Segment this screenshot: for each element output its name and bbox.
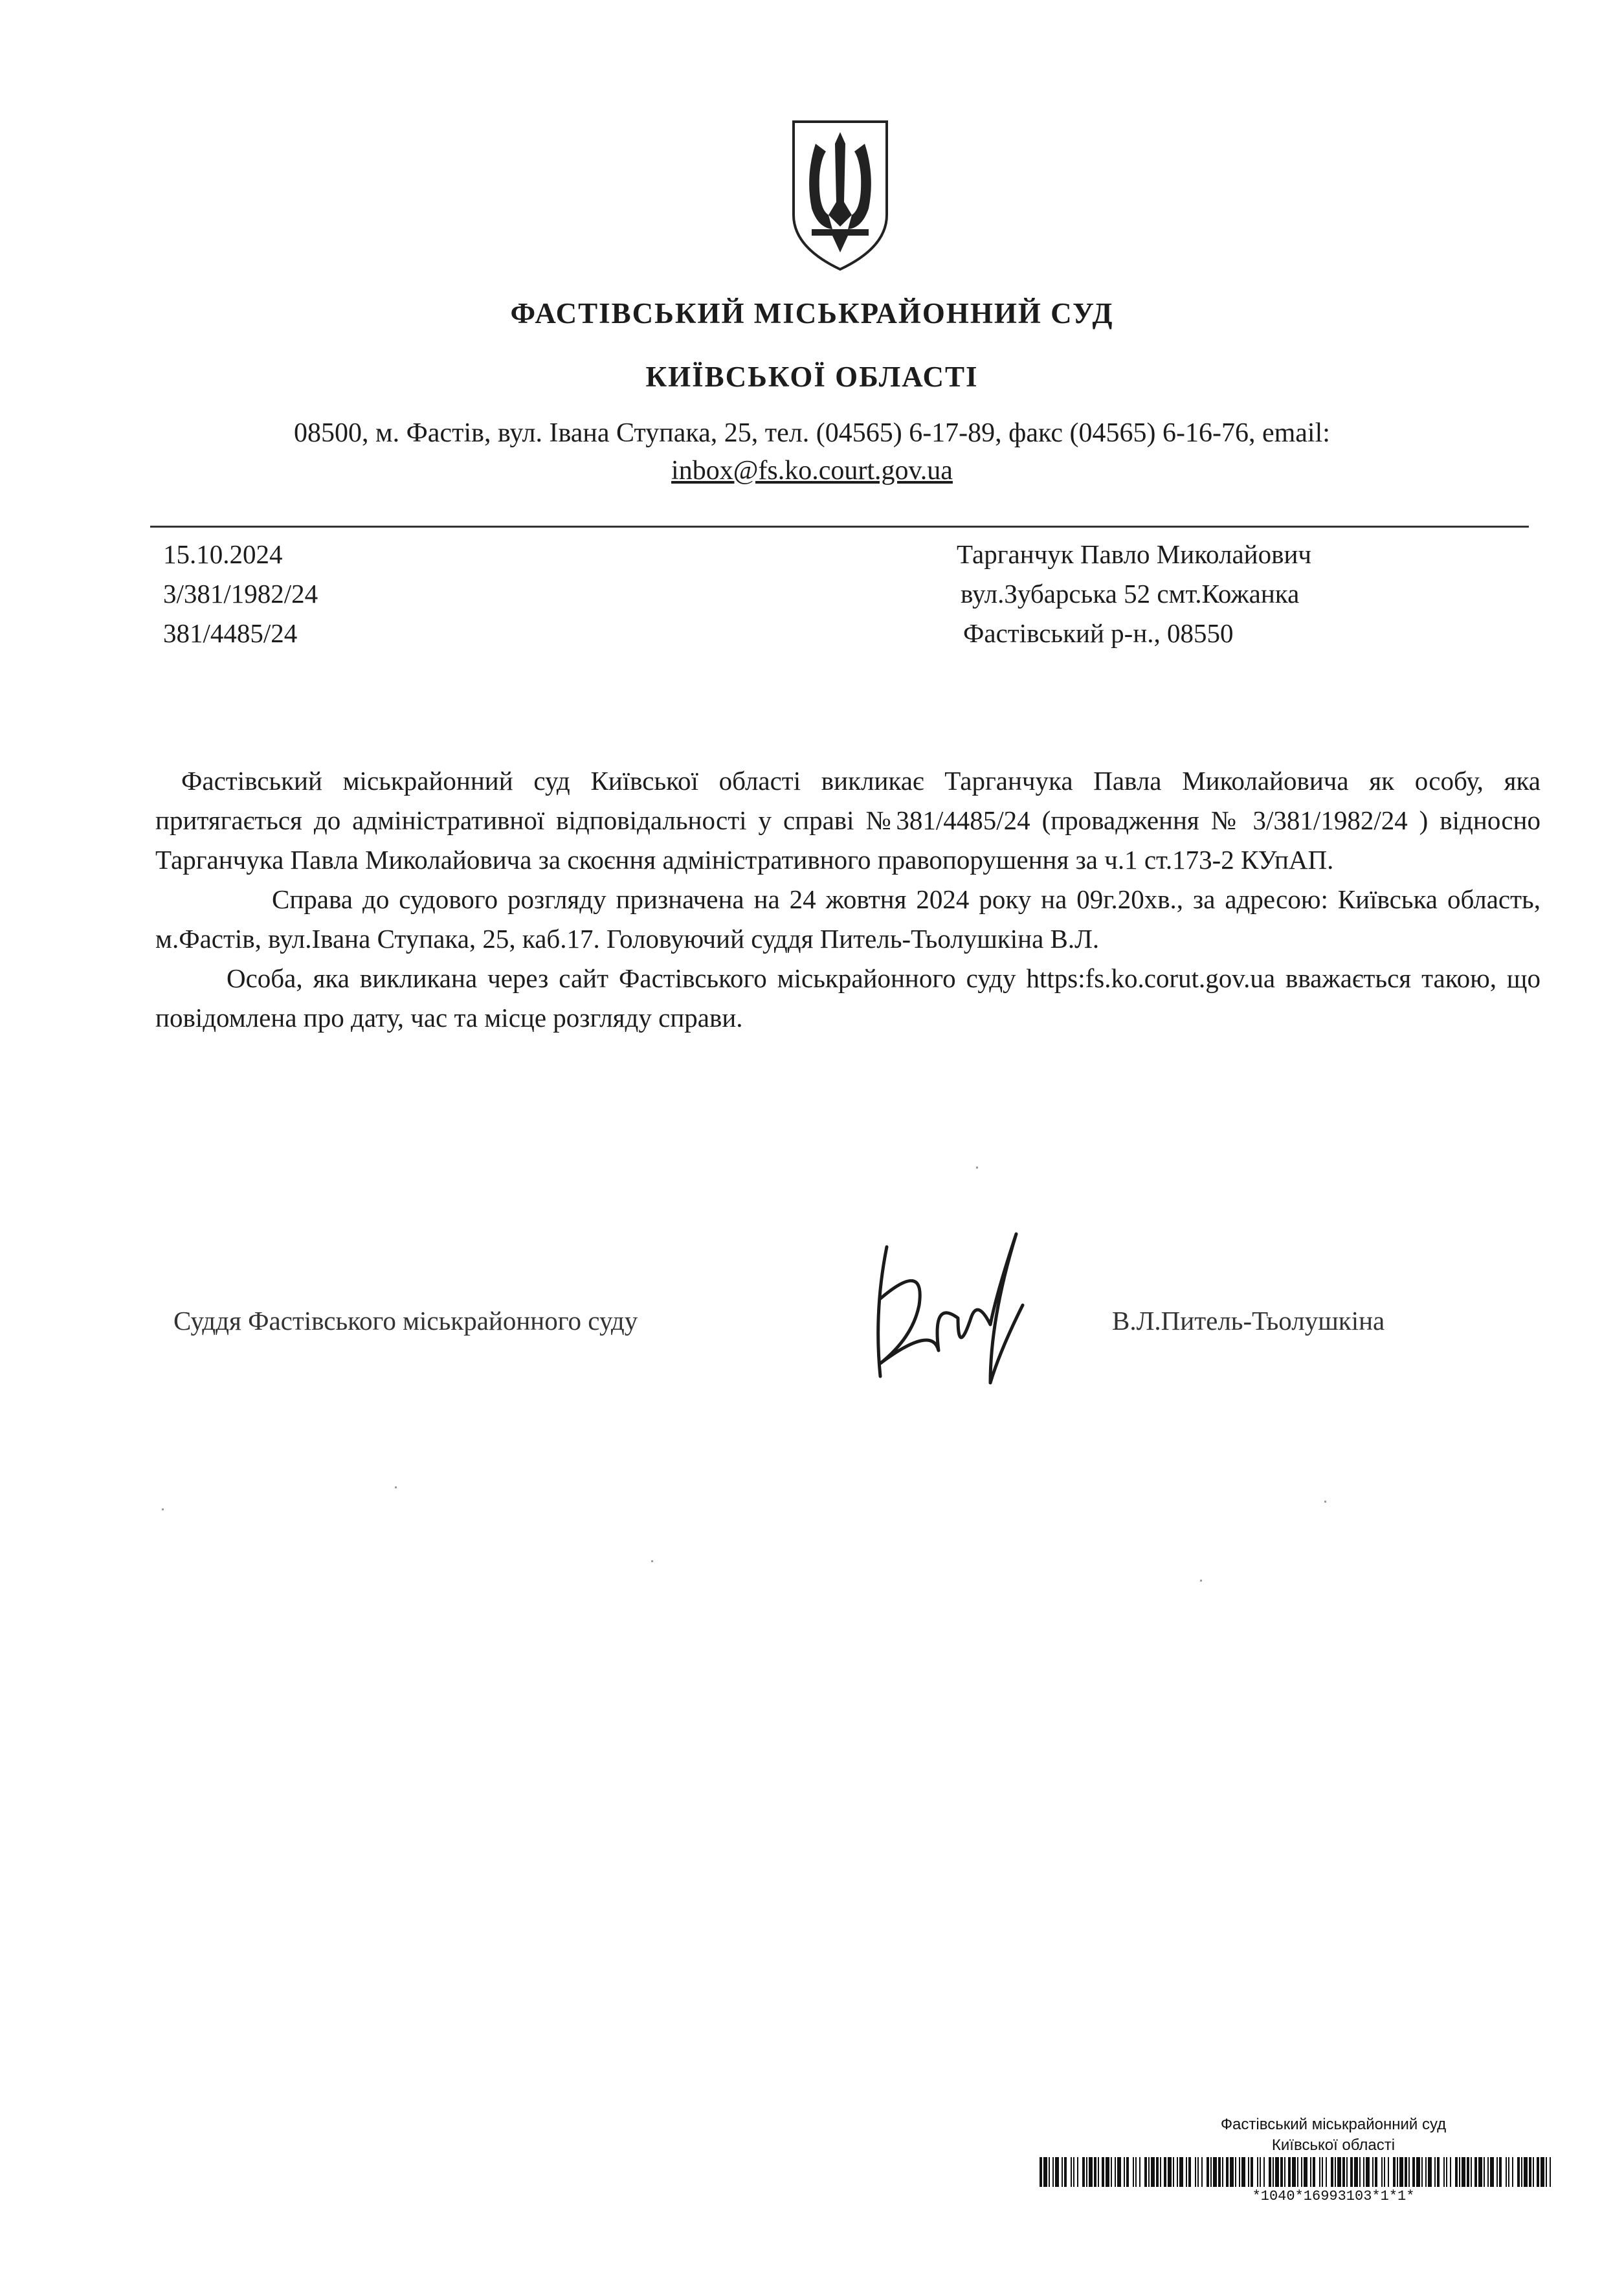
barcode-bar <box>1471 2157 1472 2187</box>
barcode-bar <box>1226 2157 1229 2187</box>
barcode-bar <box>1304 2157 1307 2187</box>
barcode-bar <box>1297 2157 1298 2187</box>
barcode-bar <box>1201 2157 1203 2187</box>
court-region: КИЇВСЬКОЇ ОБЛАСТІ <box>645 361 979 393</box>
barcode-bar <box>1275 2157 1279 2187</box>
barcode-bar <box>1550 2157 1551 2187</box>
document-date: 15.10.2024 <box>163 539 283 569</box>
barcode-bar <box>1381 2157 1383 2187</box>
barcode-bar <box>1284 2157 1285 2187</box>
barcode-bar <box>1186 2157 1187 2187</box>
scan-speck <box>162 1508 164 1510</box>
barcode-bar <box>1412 2157 1415 2187</box>
barcode-bar <box>1188 2157 1191 2187</box>
barcode-bar <box>1173 2157 1174 2187</box>
barcode-bar <box>1459 2157 1460 2187</box>
barcode-bar <box>1269 2157 1271 2187</box>
barcode-bar <box>1416 2157 1420 2187</box>
barcode-bar <box>1524 2157 1528 2187</box>
barcode-bar <box>1094 2157 1096 2187</box>
barcode-bar <box>1474 2157 1477 2187</box>
scan-speck <box>976 1167 978 1169</box>
barcode-bar <box>1455 2157 1458 2187</box>
barcode-bar <box>1397 2157 1398 2187</box>
barcode-bar <box>1350 2157 1353 2187</box>
barcode-bar <box>1062 2157 1063 2187</box>
barcode-bar <box>1135 2157 1137 2187</box>
court-contacts: 08500, м. Фастів, вул. Івана Ступака, 25, тел. (04565) 6-17-89, факс (04565) 6-16-76, email: <box>294 418 1330 448</box>
barcode-bar <box>1375 2157 1377 2187</box>
barcode-bar <box>1346 2157 1348 2187</box>
barcode-bar <box>1363 2157 1364 2187</box>
barcode-bar <box>1230 2157 1234 2187</box>
barcode-bar <box>1326 2157 1327 2187</box>
case-number: 381/4485/24 <box>163 618 298 648</box>
stamp-court-name: Фастівський міськрайонний суд <box>1220 2116 1447 2133</box>
summons-paragraph: Фастівський міськрайонний суд Київської області викликає Тарганчука Павла Миколайовича як особу, яка притягається до адміністративної відповідальності у справі №381/4485/24 (провадження № 3/381/1982/24 ) відносно Тарганчука Павла Миколайовича за скоєння адміністративного правопорушення за ч.1 ст.173-2 КУпАП. <box>155 766 1541 875</box>
barcode-bar <box>1089 2157 1093 2187</box>
barcode-bar <box>1372 2157 1374 2187</box>
barcode-bar <box>1484 2157 1485 2187</box>
barcode-bar <box>1313 2157 1315 2187</box>
barcode-bar <box>1408 2157 1410 2187</box>
court-email-line <box>0 455 1624 486</box>
addressee-district: Фастівський р-н., 08550 <box>963 618 1234 648</box>
barcode-number: *1040*16993103*1*1* <box>1252 2188 1415 2204</box>
barcode-bar <box>1508 2157 1509 2187</box>
barcode-bar <box>1437 2157 1440 2187</box>
barcode-bar <box>1111 2157 1112 2187</box>
barcode-bar <box>1337 2157 1341 2187</box>
barcode-bar <box>1210 2157 1212 2187</box>
barcode-bar <box>1405 2157 1407 2187</box>
scan-speck <box>1200 1580 1202 1582</box>
barcode-bar <box>1049 2157 1050 2187</box>
barcode-bar <box>1106 2157 1109 2187</box>
judge-name: В.Л.Питель-Тьолушкіна <box>1112 1306 1385 1336</box>
barcode-bar <box>1239 2157 1240 2187</box>
scan-speck <box>395 1486 397 1488</box>
barcode-bar <box>1288 2157 1291 2187</box>
barcode-bar <box>1425 2157 1427 2187</box>
barcode-bar <box>1490 2157 1494 2187</box>
document-meta <box>163 535 318 653</box>
barcode-bar <box>1043 2157 1047 2187</box>
barcode-bar <box>1428 2157 1432 2187</box>
barcode-bar <box>1512 2157 1513 2187</box>
barcode-bar <box>1478 2157 1482 2187</box>
barcode-bar <box>1273 2157 1274 2187</box>
barcode-bar <box>1546 2157 1547 2187</box>
court-name: ФАСТІВСЬКИЙ МІСЬКРАЙОННИЙ СУД <box>510 297 1114 330</box>
barcode-bar <box>1388 2157 1389 2187</box>
barcode-bar <box>1197 2157 1199 2187</box>
barcode-bar <box>1421 2157 1423 2187</box>
barcode-bar <box>1164 2157 1166 2187</box>
barcode-bar <box>1241 2157 1245 2187</box>
barcode-bar <box>1354 2157 1358 2187</box>
barcode-bar <box>1533 2157 1534 2187</box>
barcode-bar <box>1467 2157 1469 2187</box>
barcode-bar <box>1148 2157 1150 2187</box>
handwritten-signature-icon <box>861 1221 1036 1409</box>
barcode-bar <box>1506 2157 1507 2187</box>
signature-label: Суддя Фастівського міськрайонного суду <box>173 1306 638 1336</box>
stamp-court-region: Київської області <box>1271 2136 1396 2154</box>
barcode-bar <box>1292 2157 1296 2187</box>
barcode-bar <box>1310 2157 1311 2187</box>
barcode-bar <box>1052 2157 1054 2187</box>
barcode-bar <box>1434 2157 1436 2187</box>
barcode-bar <box>1251 2157 1253 2187</box>
barcode-bar <box>1151 2157 1155 2187</box>
barcode-bar <box>1537 2157 1539 2187</box>
barcode-bar <box>1462 2157 1465 2187</box>
barcode-bar <box>1496 2157 1498 2187</box>
barcode-bar <box>1064 2157 1067 2187</box>
barcode-bar <box>1499 2157 1502 2187</box>
barcode-bar <box>1446 2157 1447 2187</box>
barcode-bar <box>1257 2157 1258 2187</box>
trident-coat-of-arms-icon <box>790 118 891 273</box>
barcode-bar <box>1117 2157 1121 2187</box>
barcode-icon <box>1040 2157 1551 2187</box>
barcode-bar <box>1082 2157 1085 2187</box>
barcode-bar <box>1393 2157 1396 2187</box>
barcode-bar <box>1055 2157 1059 2187</box>
court-email-link[interactable]: inbox@fs.ko.court.gov.ua <box>671 456 953 486</box>
barcode-bar <box>1102 2157 1104 2187</box>
barcode-bar <box>1098 2157 1099 2187</box>
barcode-bar <box>1086 2157 1087 2187</box>
barcode-bar <box>1133 2157 1134 2187</box>
barcode-bar <box>1342 2157 1345 2187</box>
barcode-bar <box>1160 2157 1161 2187</box>
barcode-bar <box>1177 2157 1178 2187</box>
notice-paragraph: Особа, яка викликана через сайт Фастівського міськрайонного суду https:fs.ko.corut.gov.ua вважається такою, що повідомлена про дату, час та місце розгляду справи. <box>155 963 1541 1033</box>
barcode-bar <box>1335 2157 1336 2187</box>
barcode-bar <box>1450 2157 1451 2187</box>
barcode-bar <box>1301 2157 1302 2187</box>
scan-speck <box>651 1560 653 1562</box>
barcode-bar <box>1487 2157 1489 2187</box>
barcode-bar <box>1124 2157 1125 2187</box>
barcode-bar <box>1235 2157 1236 2187</box>
barcode-bar <box>1319 2157 1320 2187</box>
header-divider <box>150 526 1529 528</box>
barcode-bar <box>1443 2157 1445 2187</box>
barcode-bar <box>1384 2157 1385 2187</box>
hearing-paragraph: Справа до судового розгляду призначена на 24 жовтня 2024 року на 09г.20хв., за адресою: Київська область, м.Фастів, вул.Івана Ступака, 25, каб.17. Головуючий суддя Питель-Тьолушкіна В.Л. <box>155 884 1541 954</box>
barcode-bar <box>1126 2157 1129 2187</box>
barcode-bar <box>1541 2157 1544 2187</box>
proceeding-number: 3/381/1982/24 <box>163 579 318 609</box>
barcode-bar <box>1521 2157 1522 2187</box>
scan-speck <box>1324 1501 1326 1503</box>
barcode-bar <box>1322 2157 1323 2187</box>
barcode-bar <box>1139 2157 1140 2187</box>
addressee-block <box>957 535 1311 653</box>
barcode-bar <box>1179 2157 1183 2187</box>
barcode-bar <box>1222 2157 1223 2187</box>
barcode-bar <box>1359 2157 1361 2187</box>
barcode-bar <box>1366 2157 1370 2187</box>
barcode-bar <box>1529 2157 1531 2187</box>
barcode-bar <box>1331 2157 1333 2187</box>
barcode-bar <box>1280 2157 1283 2187</box>
barcode-bar <box>1195 2157 1196 2187</box>
barcode-bar <box>1115 2157 1116 2187</box>
barcode-bar <box>1144 2157 1147 2187</box>
barcode-bar <box>1156 2157 1159 2187</box>
barcode-bar <box>1218 2157 1221 2187</box>
barcode-bar <box>1399 2157 1403 2187</box>
barcode-bar <box>1263 2157 1265 2187</box>
barcode-bar <box>1168 2157 1172 2187</box>
addressee-name: Тарганчук Павло Миколайович <box>957 539 1312 569</box>
barcode-bar <box>1260 2157 1261 2187</box>
barcode-bar <box>1248 2157 1249 2187</box>
barcode-bar <box>1040 2157 1042 2187</box>
barcode-bar <box>1213 2157 1217 2187</box>
barcode-bar <box>1207 2157 1209 2187</box>
barcode-bar <box>1071 2157 1072 2187</box>
barcode-bar <box>1517 2157 1520 2187</box>
summons-body <box>155 761 1541 1038</box>
barcode-bar <box>1073 2157 1074 2187</box>
addressee-street: вул.Зубарська 52 смт.Кожанка <box>961 579 1300 609</box>
barcode-bar <box>1077 2157 1078 2187</box>
